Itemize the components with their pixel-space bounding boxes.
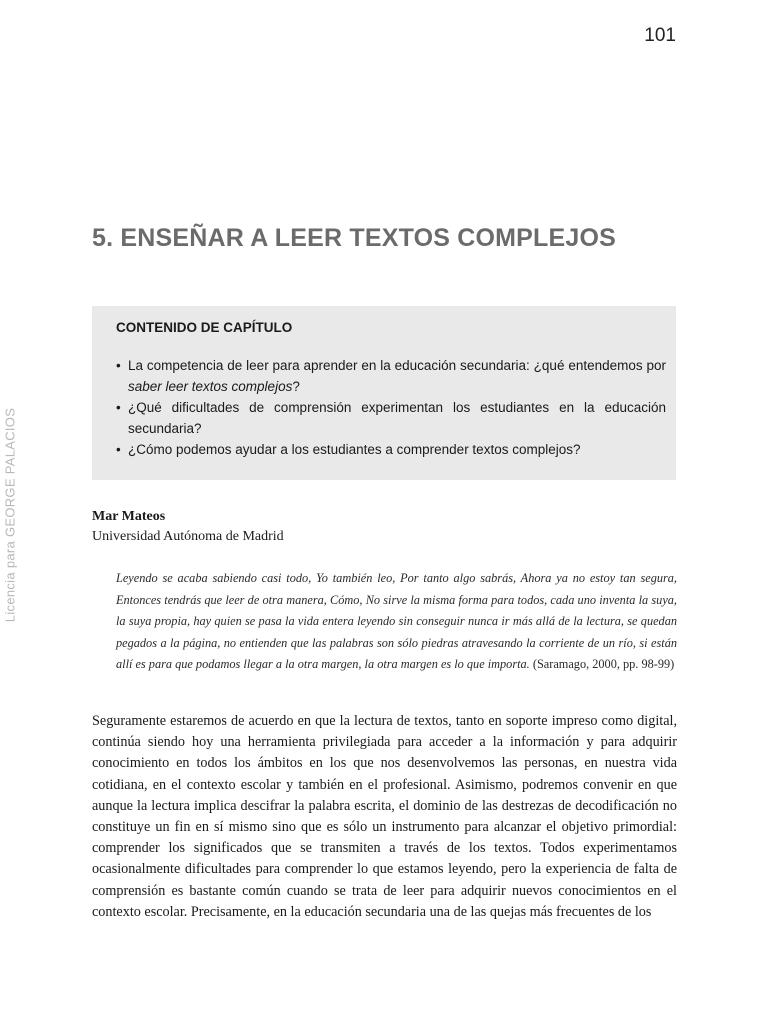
contents-item-text: ¿Qué dificultades de comprensión experimentan los estudiantes en la educación secundaria? xyxy=(128,400,666,436)
chapter-title: 5. ENSEÑAR A LEER TEXTOS COMPLEJOS xyxy=(92,224,617,252)
page-number: 101 xyxy=(644,25,676,46)
body-paragraph: Seguramente estaremos de acuerdo en que la lectura de textos, tanto en soporte impreso como digital, continúa siendo hoy una herramienta privilegiada para acceder a la información y para adquirir conocimiento en todos los ámbitos en los que nos desenvolvemos las personas, en nuestra vida cotidiana, en el contexto escolar y también en el profesional. Asimismo, podremos convenir en que aunque la lectura implica descifrar la palabra escrita, el dominio de las destrezas de decodificación no constituye un fin en sí mismo sino que es sólo un instrumento para alcanzar el objetivo primordial: comprender los significados que se transmiten a través de los textos. Todos experimentamos ocasionalmente dificultades para comprender lo que estamos leyendo, pero la experiencia de falta de comprensión es bastante común cuando se trata de leer para adquirir nuevos conocimientos en el contexto escolar. Precisamente, en la educación secundaria una de las quejas más frecuentes de los xyxy=(92,713,677,920)
contents-item-text-end: ? xyxy=(292,379,300,394)
chapter-contents-box xyxy=(92,306,676,480)
epigraph-citation: (Saramago, 2000, pp. 98-99) xyxy=(532,657,675,672)
author-block xyxy=(92,507,676,547)
chapter-contents-list xyxy=(116,355,666,460)
epigraph xyxy=(116,568,677,676)
contents-item-emphasis: saber leer textos complejos xyxy=(128,379,293,394)
contents-list-item xyxy=(116,397,666,439)
bullet-icon: • xyxy=(116,442,121,457)
author-affiliation: Universidad Autónoma de Madrid xyxy=(92,529,284,544)
bullet-icon: • xyxy=(116,400,121,415)
license-watermark-text: Licencia para GEORGE PALACIOS xyxy=(2,407,18,623)
contents-list-item xyxy=(116,355,666,397)
license-watermark xyxy=(0,395,20,635)
bullet-icon: • xyxy=(116,358,121,373)
chapter-contents-heading: CONTENIDO DE CAPÍTULO xyxy=(116,320,293,335)
contents-item-text: ¿Cómo podemos ayudar a los estudiantes a comprender textos complejos? xyxy=(128,442,581,457)
epigraph-quote: Leyendo se acaba sabiendo casi todo, Yo también leo, Por tanto algo sabrás, Ahora ya no estoy tan segura, Entonces tendrás que leer de otra manera, Cómo, No sirve la misma forma para todos, cada uno inventa la suya, la suya propia, hay quien se pasa la vida entera leyendo sin conseguir nunca ir más allá de la lectura, se quedan pegados a la página, no entienden que las palabras son sólo piedras atravesando la corriente de un río, si están allí es para que podamos llegar a la otra margen, la otra margen es lo que importa. xyxy=(116,571,677,672)
contents-list-item xyxy=(116,439,666,460)
contents-item-text: La competencia de leer para aprender en la educación secundaria: ¿qué entendemos por xyxy=(128,358,666,373)
author-name: Mar Mateos xyxy=(92,509,166,524)
